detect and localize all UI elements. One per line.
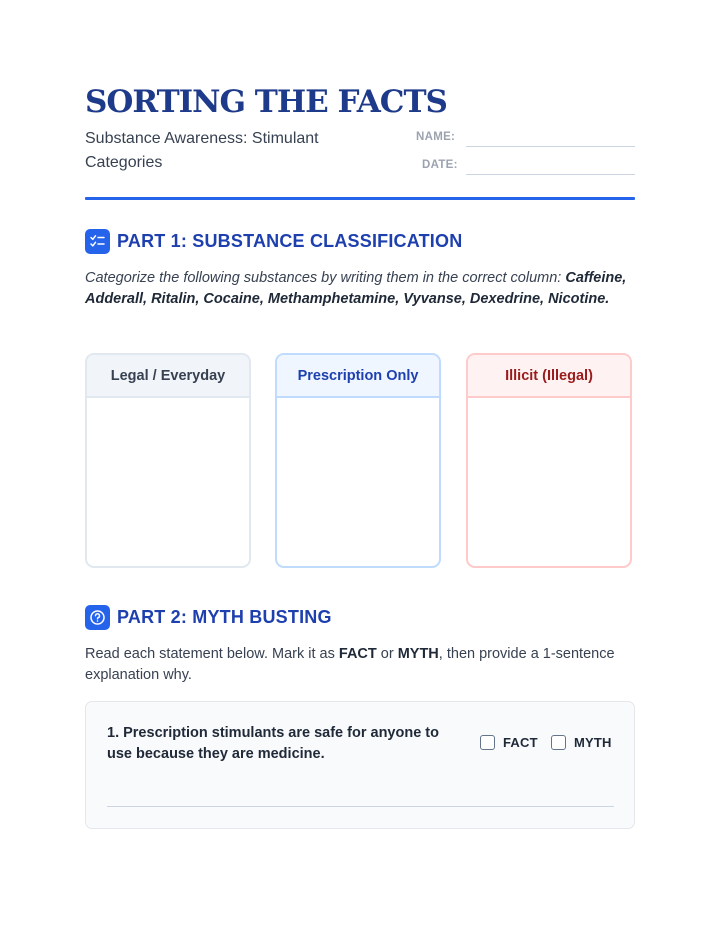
myth-checkbox[interactable] <box>551 735 566 750</box>
part2-instr-fact: FACT <box>338 646 377 662</box>
page-title: SORTING THE FACTS <box>85 84 447 120</box>
part1-title: PART 1: SUBSTANCE CLASSIFICATION <box>117 231 463 251</box>
column-prescription <box>275 353 441 568</box>
column-prescription-header: Prescription Only <box>277 355 439 398</box>
part2-instr-or: or <box>376 646 398 662</box>
page-subtitle: Substance Awareness: Stimulant Categories <box>85 130 319 171</box>
statement-card <box>85 701 635 829</box>
part2-instr-text: Read each statement below. Mark it as <box>85 646 339 662</box>
fact-label: FACT <box>503 735 538 750</box>
column-illicit-area[interactable] <box>468 398 630 566</box>
question-circle-icon <box>85 605 110 630</box>
part1-instruction-text: Categorize the following substances by writing them in the correct column: <box>85 270 562 286</box>
statement-text: 1. Prescription stimulants are safe for anyone to use because they are medicine. <box>107 725 439 762</box>
myth-label: MYTH <box>574 735 612 750</box>
column-illicit-header: Illicit (Illegal) <box>468 355 630 398</box>
column-legal-area[interactable] <box>87 398 249 566</box>
explanation-line[interactable] <box>107 806 614 807</box>
column-prescription-area[interactable] <box>277 398 439 566</box>
fact-option[interactable] <box>480 735 538 750</box>
part2-title: PART 2: MYTH BUSTING <box>117 607 332 627</box>
column-legal <box>85 353 251 568</box>
header-divider <box>85 197 635 200</box>
part2-instr-end: , then provide a 1-sentence explanation why. <box>85 646 615 683</box>
name-label: NAME: <box>416 131 456 143</box>
part2-instr-myth: MYTH <box>397 646 439 662</box>
substance-list: Caffeine, Adderall, Ritalin, Cocaine, Methamphetamine, Vyvanse, Dexedrine, Nicotine. <box>85 270 627 307</box>
date-field[interactable] <box>466 174 635 175</box>
fact-checkbox[interactable] <box>480 735 495 750</box>
part2-header <box>85 605 332 630</box>
part2-instructions <box>85 644 635 686</box>
part1-header <box>85 229 462 254</box>
name-field[interactable] <box>466 146 635 147</box>
date-label: DATE: <box>422 159 458 171</box>
column-illicit <box>466 353 632 568</box>
part1-instructions <box>85 268 635 310</box>
myth-option[interactable] <box>551 735 612 750</box>
column-legal-header: Legal / Everyday <box>87 355 249 398</box>
checklist-icon <box>85 229 110 254</box>
